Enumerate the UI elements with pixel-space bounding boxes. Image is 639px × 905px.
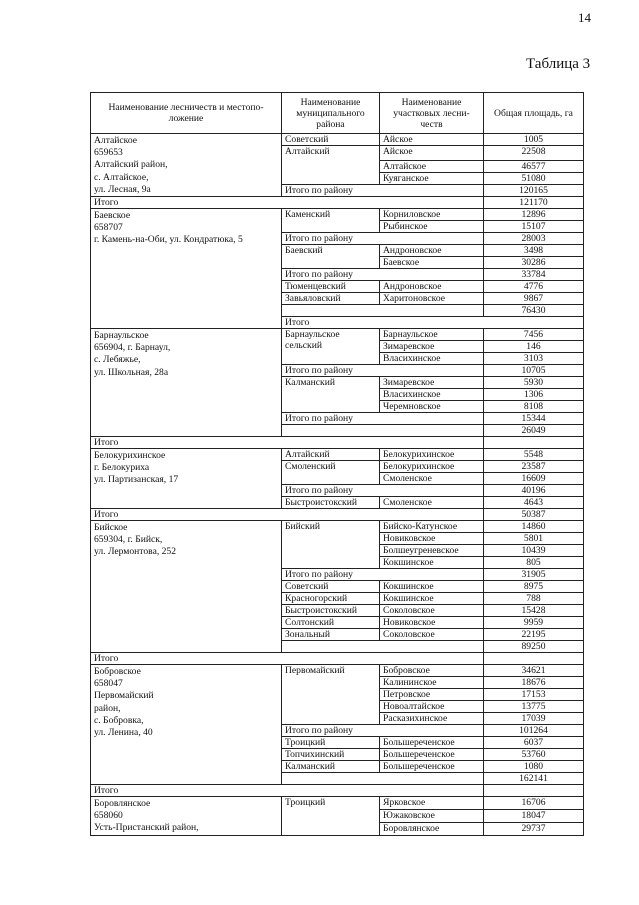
area-cell: 33784 bbox=[484, 269, 584, 281]
table-row bbox=[91, 785, 584, 797]
district-cell: Советский bbox=[282, 581, 380, 593]
area-cell: 22195 bbox=[484, 629, 584, 641]
district-cell: Топчихинский bbox=[282, 749, 380, 761]
subforestry-cell: Кокшинское bbox=[380, 593, 484, 605]
area-cell: 121170 bbox=[484, 197, 584, 209]
subforestry-cell: Большереченское bbox=[380, 737, 484, 749]
subforestry-cell: Южаковское bbox=[380, 809, 484, 822]
area-cell: 28003 bbox=[484, 233, 584, 245]
forestry-cell: Итого bbox=[91, 653, 484, 665]
subforestry-cell: Смоленское bbox=[380, 497, 484, 509]
subforestry-cell: Болшеугреневское bbox=[380, 545, 484, 557]
district-cell: Советский bbox=[282, 134, 380, 146]
subforestry-cell: Баевское bbox=[380, 257, 484, 269]
district-cell: Алтайский bbox=[282, 449, 380, 461]
district-cell: Зональный bbox=[282, 629, 380, 641]
subforestry-cell: Новиковское bbox=[380, 533, 484, 545]
area-cell: 3498 bbox=[484, 245, 584, 257]
area-cell: 788 bbox=[484, 593, 584, 605]
table-row bbox=[91, 134, 584, 146]
district-cell: Завьяловский bbox=[282, 293, 380, 305]
header-area: Общая площадь, га bbox=[484, 93, 584, 134]
district-cell: Быстроистокский bbox=[282, 605, 380, 617]
forestry-table bbox=[90, 92, 584, 836]
area-cell: 805 bbox=[484, 557, 584, 569]
area-cell: 120165 bbox=[484, 185, 584, 197]
area-cell: 13775 bbox=[484, 701, 584, 713]
forestry-cell: Бийское 659304, г. Бийск, ул. Лермонтова, 252 bbox=[91, 521, 282, 653]
page-number: 14 bbox=[578, 10, 591, 25]
district-cell: Троицкий bbox=[282, 797, 380, 836]
subforestry-cell: Соколовское bbox=[380, 605, 484, 617]
area-cell: 34621 bbox=[484, 665, 584, 677]
subforestry-cell: Новоалтайское bbox=[380, 701, 484, 713]
district-cell: Итого по району bbox=[282, 725, 484, 737]
table-row bbox=[91, 797, 584, 810]
forestry-cell: Итого bbox=[91, 197, 484, 209]
subforestry-cell: Харитоновское bbox=[380, 293, 484, 305]
district-cell: Быстроистокский bbox=[282, 497, 380, 509]
area-cell: 6037 bbox=[484, 737, 584, 749]
area-cell: 18047 bbox=[484, 809, 584, 822]
subforestry-cell: Корниловское bbox=[380, 209, 484, 221]
area-cell: 76430 bbox=[484, 305, 584, 317]
subforestry-cell: Бийско-Катунское bbox=[380, 521, 484, 533]
district-cell: Баевский bbox=[282, 245, 380, 269]
district-cell: Алтайский bbox=[282, 146, 380, 185]
subforestry-cell: Зимаревское bbox=[380, 341, 484, 353]
area-cell: 1306 bbox=[484, 389, 584, 401]
header-forestry: Наименование лесничеств и местопо-ложение bbox=[91, 93, 282, 134]
area-cell: 146 bbox=[484, 341, 584, 353]
forestry-cell: Боровлянское 658060 Усть-Пристанский район, bbox=[91, 797, 282, 836]
area-cell bbox=[484, 437, 584, 449]
district-cell: Итого по району bbox=[282, 485, 484, 497]
area-cell bbox=[484, 785, 584, 797]
area-cell: 1005 bbox=[484, 134, 584, 146]
district-cell: Первомайский bbox=[282, 665, 380, 725]
forestry-cell: Итого bbox=[91, 509, 484, 521]
subforestry-cell: Власихинское bbox=[380, 353, 484, 365]
subforestry-cell: Большереченское bbox=[380, 761, 484, 773]
subforestry-cell: Черемновское bbox=[380, 401, 484, 413]
district-cell: Троицкий bbox=[282, 737, 380, 749]
district-cell: Итого по району bbox=[282, 269, 484, 281]
forestry-cell: Алтайское 659653 Алтайский район, с. Алтайское, ул. Лесная, 9а bbox=[91, 134, 282, 197]
subforestry-cell: Боровлянское bbox=[380, 822, 484, 835]
table-row bbox=[91, 509, 584, 521]
forestry-cell: Итого bbox=[282, 317, 584, 329]
area-cell bbox=[484, 653, 584, 665]
area-cell: 8108 bbox=[484, 401, 584, 413]
district-cell: Калманский bbox=[282, 377, 380, 413]
district-cell: Тюменцевский bbox=[282, 281, 380, 293]
district-cell: Барнаульское сельский bbox=[282, 329, 380, 365]
subforestry-cell: Айское bbox=[380, 146, 484, 161]
forestry-cell: Баевское 658707 г. Камень-на-Оби, ул. Кондратюка, 5 bbox=[91, 209, 282, 329]
area-cell: 15107 bbox=[484, 221, 584, 233]
area-cell: 1080 bbox=[484, 761, 584, 773]
district-cell: Итого по району bbox=[282, 233, 484, 245]
area-cell: 16609 bbox=[484, 473, 584, 485]
table-caption: Таблица 3 bbox=[526, 56, 591, 72]
area-cell: 22508 bbox=[484, 146, 584, 161]
district-cell bbox=[282, 305, 484, 317]
table-row bbox=[91, 653, 584, 665]
forestry-cell: Барнаульское 656904, г. Барнаул, с. Лебяжье, ул. Школьная, 28а bbox=[91, 329, 282, 437]
table-row bbox=[91, 329, 584, 341]
district-cell: Итого по району bbox=[282, 569, 484, 581]
district-cell bbox=[282, 641, 484, 653]
area-cell: 17153 bbox=[484, 689, 584, 701]
district-cell: Бийский bbox=[282, 521, 380, 569]
table-row bbox=[91, 521, 584, 533]
table-row bbox=[91, 437, 584, 449]
forestry-cell: Итого bbox=[91, 785, 484, 797]
district-cell: Каменский bbox=[282, 209, 380, 233]
subforestry-cell: Белокурихинское bbox=[380, 449, 484, 461]
subforestry-cell: Зимаревское bbox=[380, 377, 484, 389]
area-cell: 10439 bbox=[484, 545, 584, 557]
area-cell: 4643 bbox=[484, 497, 584, 509]
area-cell: 31905 bbox=[484, 569, 584, 581]
subforestry-cell: Барнаульское bbox=[380, 329, 484, 341]
subforestry-cell: Власихинское bbox=[380, 389, 484, 401]
area-cell: 17039 bbox=[484, 713, 584, 725]
area-cell: 12896 bbox=[484, 209, 584, 221]
area-cell: 14860 bbox=[484, 521, 584, 533]
subforestry-cell: Кокшинское bbox=[380, 581, 484, 593]
subforestry-cell: Петровское bbox=[380, 689, 484, 701]
area-cell: 10705 bbox=[484, 365, 584, 377]
subforestry-cell: Алтайское bbox=[380, 161, 484, 173]
subforestry-cell: Расказихинское bbox=[380, 713, 484, 725]
area-cell: 9867 bbox=[484, 293, 584, 305]
district-cell: Итого по району bbox=[282, 413, 484, 425]
subforestry-cell: Смоленское bbox=[380, 473, 484, 485]
subforestry-cell: Кокшинское bbox=[380, 557, 484, 569]
table-row bbox=[91, 197, 584, 209]
area-cell: 4776 bbox=[484, 281, 584, 293]
header-subforestry: Наименование участковых лесни-честв bbox=[380, 93, 484, 134]
subforestry-cell: Новиковское bbox=[380, 617, 484, 629]
area-cell: 46577 bbox=[484, 161, 584, 173]
subforestry-cell: Ярковское bbox=[380, 797, 484, 810]
forestry-cell: Белокурихинское г. Белокуриха ул. Партизанская, 17 bbox=[91, 449, 282, 509]
area-cell: 53760 bbox=[484, 749, 584, 761]
area-cell: 29737 bbox=[484, 822, 584, 835]
area-cell: 23587 bbox=[484, 461, 584, 473]
subforestry-cell: Андроновское bbox=[380, 245, 484, 257]
area-cell: 7456 bbox=[484, 329, 584, 341]
subforestry-cell: Белокурихинское bbox=[380, 461, 484, 473]
district-cell: Солтонский bbox=[282, 617, 380, 629]
district-cell bbox=[282, 773, 484, 785]
subforestry-cell: Бобровское bbox=[380, 665, 484, 677]
forestry-cell: Бобровское 658047 Первомайский район, с. Бобровка, ул. Ленина, 40 bbox=[91, 665, 282, 785]
area-cell: 26049 bbox=[484, 425, 584, 437]
subforestry-cell: Андроновское bbox=[380, 281, 484, 293]
area-cell: 5930 bbox=[484, 377, 584, 389]
subforestry-cell: Соколовское bbox=[380, 629, 484, 641]
district-cell: Итого по району bbox=[282, 365, 484, 377]
area-cell: 8975 bbox=[484, 581, 584, 593]
area-cell: 162141 bbox=[484, 773, 584, 785]
table-row bbox=[91, 665, 584, 677]
area-cell: 15344 bbox=[484, 413, 584, 425]
subforestry-cell: Калининское bbox=[380, 677, 484, 689]
area-cell: 5548 bbox=[484, 449, 584, 461]
area-cell: 3103 bbox=[484, 353, 584, 365]
district-cell bbox=[282, 425, 484, 437]
area-cell: 30286 bbox=[484, 257, 584, 269]
district-cell: Итого по району bbox=[282, 185, 484, 197]
area-cell: 89250 bbox=[484, 641, 584, 653]
subforestry-cell: Рыбинское bbox=[380, 221, 484, 233]
district-cell: Красногорский bbox=[282, 593, 380, 605]
header-row bbox=[91, 93, 584, 134]
area-cell: 18676 bbox=[484, 677, 584, 689]
subforestry-cell: Айское bbox=[380, 134, 484, 146]
area-cell: 40196 bbox=[484, 485, 584, 497]
table-row bbox=[91, 209, 584, 221]
area-cell: 51080 bbox=[484, 173, 584, 185]
subforestry-cell: Большереченское bbox=[380, 749, 484, 761]
district-cell: Калманский bbox=[282, 761, 380, 773]
area-cell: 9959 bbox=[484, 617, 584, 629]
header-district: Наименование муниципального района bbox=[282, 93, 380, 134]
table-row bbox=[91, 449, 584, 461]
area-cell: 50387 bbox=[484, 509, 584, 521]
district-cell: Смоленский bbox=[282, 461, 380, 485]
forestry-cell: Итого bbox=[91, 437, 484, 449]
area-cell: 5801 bbox=[484, 533, 584, 545]
area-cell: 101264 bbox=[484, 725, 584, 737]
area-cell: 16706 bbox=[484, 797, 584, 810]
subforestry-cell: Куяганское bbox=[380, 173, 484, 185]
area-cell: 15428 bbox=[484, 605, 584, 617]
